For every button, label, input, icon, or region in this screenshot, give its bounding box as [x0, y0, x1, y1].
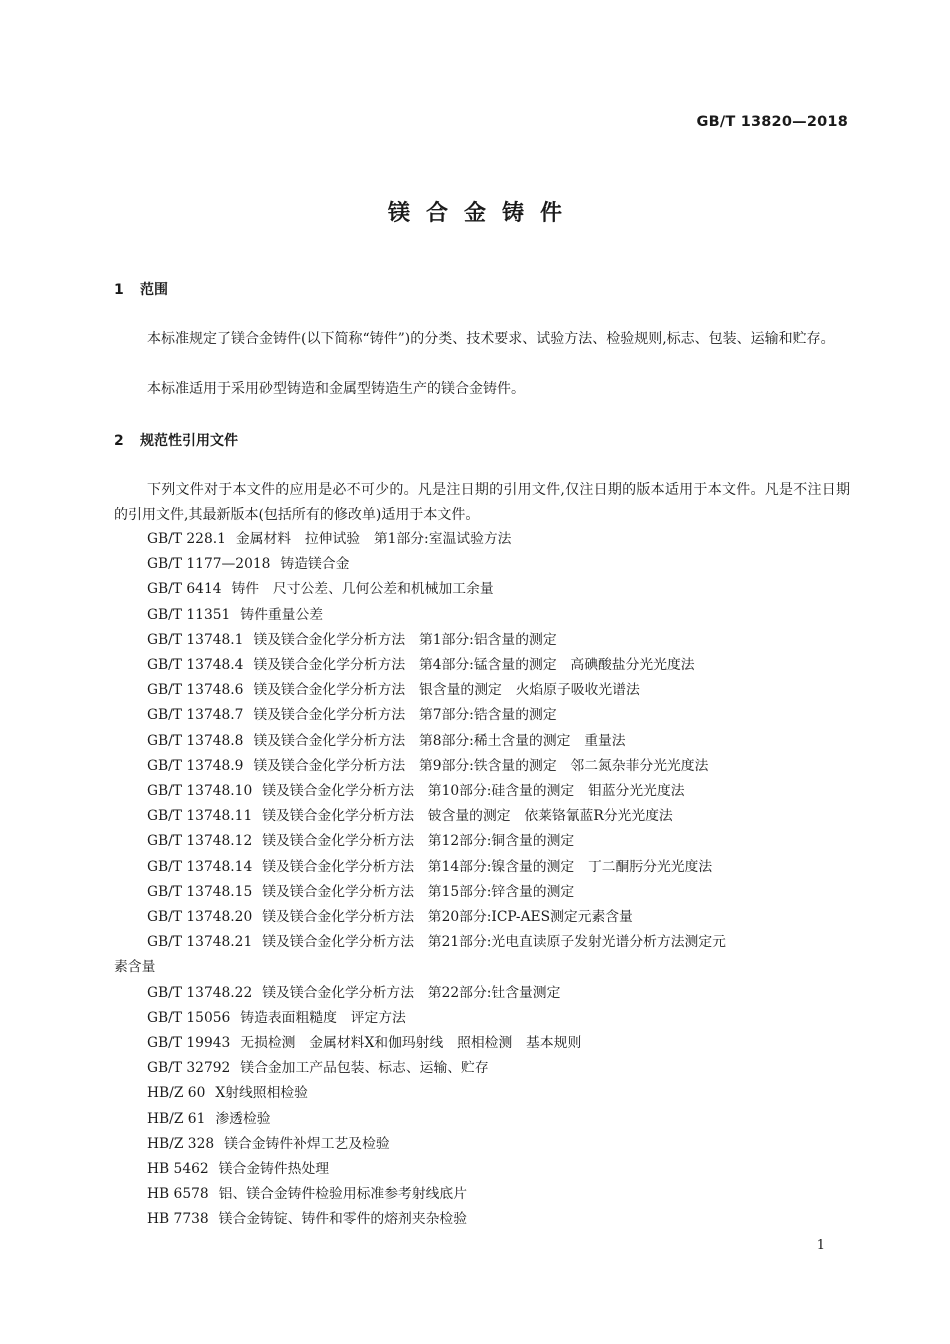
reference-item — [114, 1207, 854, 1232]
reference-title: 铸件 尺寸公差、几何公差和机械加工余量 — [231, 581, 494, 598]
reference-title: 镁及镁合金化学分析方法 第21部分:光电直读原子发射光谱分析方法测定元 — [262, 934, 726, 951]
reference-code: GB/T 15056 — [147, 1009, 231, 1026]
reference-code: GB/T 13748.11 — [147, 808, 253, 825]
reference-code: GB/T 13748.14 — [147, 858, 253, 875]
reference-title: 镁及镁合金化学分析方法 第10部分:硅含量的测定 钼蓝分光光度法 — [262, 783, 685, 800]
reference-item — [114, 981, 854, 1006]
reference-title: 镁及镁合金化学分析方法 第4部分:锰含量的测定 高碘酸盐分光光度法 — [253, 657, 695, 674]
references-intro-paragraph: 下列文件对于本文件的应用是必不可少的。凡是注日期的引用文件,仅注日期的版本适用于本文件。凡是不注日期的引用文件,其最新版本(包括所有的修改单)适用于本文件。 — [114, 482, 850, 523]
reference-item — [114, 754, 854, 779]
reference-code: HB/Z 60 — [147, 1085, 206, 1102]
reference-item — [114, 1056, 854, 1081]
reference-title: 铸造表面粗糙度 评定方法 — [240, 1009, 406, 1026]
reference-item — [114, 628, 854, 653]
reference-code: GB/T 13748.20 — [147, 909, 253, 926]
reference-item — [114, 1006, 854, 1031]
reference-title: 铸件重量公差 — [240, 606, 324, 623]
reference-item — [114, 905, 854, 930]
reference-item — [114, 779, 854, 804]
reference-code: GB/T 228.1 — [147, 531, 226, 547]
reference-code: HB 7738 — [147, 1211, 209, 1228]
reference-code: GB/T 13748.9 — [147, 757, 244, 774]
reference-item — [114, 855, 854, 880]
reference-code: GB/T 13748.10 — [147, 783, 253, 800]
reference-code: HB 5462 — [147, 1161, 209, 1178]
section-number: 2 — [114, 433, 124, 449]
reference-item — [114, 1107, 854, 1132]
normative-references-list — [114, 527, 854, 1233]
document-title: 镁合金铸件 — [387, 201, 578, 226]
reference-code: GB/T 1177—2018 — [147, 556, 271, 573]
scope-paragraph-2: 本标准适用于采用砂型铸造和金属型铸造生产的镁合金铸件。 — [147, 381, 525, 397]
reference-title: 镁及镁合金化学分析方法 第20部分:ICP-AES测定元素含量 — [262, 909, 633, 926]
reference-title: 镁及镁合金化学分析方法 第12部分:铜含量的测定 — [262, 833, 575, 850]
reference-title: 铸造镁合金 — [280, 556, 350, 573]
page-number: 1 — [816, 1238, 825, 1253]
reference-title: 镁及镁合金化学分析方法 第14部分:镍含量的测定 丁二酮肟分光光度法 — [262, 858, 713, 875]
reference-title: 镁合金铸件补焊工艺及检验 — [224, 1135, 390, 1152]
reference-code: GB/T 13748.12 — [147, 833, 253, 850]
section-number: 1 — [114, 282, 124, 298]
reference-code: GB/T 13748.6 — [147, 682, 244, 699]
reference-title: 镁及镁合金化学分析方法 银含量的测定 火焰原子吸收光谱法 — [253, 682, 640, 699]
reference-title: 镁及镁合金化学分析方法 第8部分:稀土含量的测定 重量法 — [253, 732, 626, 749]
reference-item — [114, 930, 854, 980]
reference-code: GB/T 13748.15 — [147, 883, 253, 900]
reference-code: HB 6578 — [147, 1186, 209, 1203]
reference-title: 铝、镁合金铸件检验用标准参考射线底片 — [218, 1186, 468, 1203]
reference-title: 镁合金铸件热处理 — [218, 1161, 330, 1178]
reference-item — [114, 577, 854, 602]
reference-title: 镁合金加工产品包装、标志、运输、贮存 — [240, 1060, 489, 1077]
reference-item — [114, 703, 854, 728]
reference-title: 镁及镁合金化学分析方法 第1部分:铝含量的测定 — [253, 631, 557, 648]
reference-item — [114, 880, 854, 905]
reference-title: 无损检测 金属材料X和伽玛射线 照相检测 基本规则 — [240, 1035, 582, 1052]
reference-title: 镁及镁合金化学分析方法 铍含量的测定 依莱铬氰蓝R分光光度法 — [262, 808, 673, 825]
reference-title: 镁及镁合金化学分析方法 第22部分:钍含量测定 — [262, 984, 561, 1001]
reference-item — [114, 829, 854, 854]
reference-code: GB/T 13748.7 — [147, 707, 244, 724]
reference-code: GB/T 13748.1 — [147, 631, 244, 648]
standard-code: GB/T 13820—2018 — [696, 114, 848, 130]
reference-item — [114, 1031, 854, 1056]
scope-paragraph-1: 本标准规定了镁合金铸件(以下简称“铸件”)的分类、技术要求、试验方法、检验规则,标志、包装、运输和贮存。 — [147, 331, 835, 347]
reference-title: 镁及镁合金化学分析方法 第9部分:铁含量的测定 邻二氮杂菲分光光度法 — [253, 757, 709, 774]
section-title: 规范性引用文件 — [140, 433, 238, 449]
reference-code: GB/T 13748.22 — [147, 984, 253, 1001]
reference-item — [114, 678, 854, 703]
reference-title: X射线照相检验 — [215, 1085, 308, 1102]
reference-code: GB/T 13748.21 — [147, 934, 253, 951]
reference-code: GB/T 32792 — [147, 1060, 231, 1077]
reference-title: 渗透检验 — [215, 1110, 271, 1127]
reference-item — [114, 1157, 854, 1182]
reference-code: GB/T 19943 — [147, 1035, 231, 1052]
reference-item — [114, 552, 854, 577]
reference-code: GB/T 11351 — [147, 606, 231, 623]
reference-item — [114, 527, 854, 552]
section-title: 范围 — [140, 282, 168, 298]
reference-code: HB/Z 328 — [147, 1135, 215, 1152]
reference-code: HB/Z 61 — [147, 1110, 206, 1127]
reference-code: GB/T 13748.8 — [147, 732, 244, 749]
reference-code: GB/T 13748.4 — [147, 657, 244, 674]
reference-title: 镁合金铸锭、铸件和零件的熔剂夹杂检验 — [218, 1211, 468, 1228]
reference-code: GB/T 6414 — [147, 581, 222, 598]
reference-item — [114, 729, 854, 754]
reference-item — [114, 1182, 854, 1207]
section-2-heading — [114, 430, 238, 450]
reference-title: 镁及镁合金化学分析方法 第7部分:锆含量的测定 — [253, 707, 557, 724]
reference-title-continuation: 素含量 — [114, 959, 156, 976]
section-1-heading — [114, 279, 168, 299]
reference-item — [114, 653, 854, 678]
reference-title: 金属材料 拉伸试验 第1部分:室温试验方法 — [235, 531, 512, 547]
reference-item — [114, 1132, 854, 1157]
reference-item — [114, 804, 854, 829]
reference-title: 镁及镁合金化学分析方法 第15部分:锌含量的测定 — [262, 883, 575, 900]
reference-item — [114, 1081, 854, 1106]
reference-item — [114, 603, 854, 628]
